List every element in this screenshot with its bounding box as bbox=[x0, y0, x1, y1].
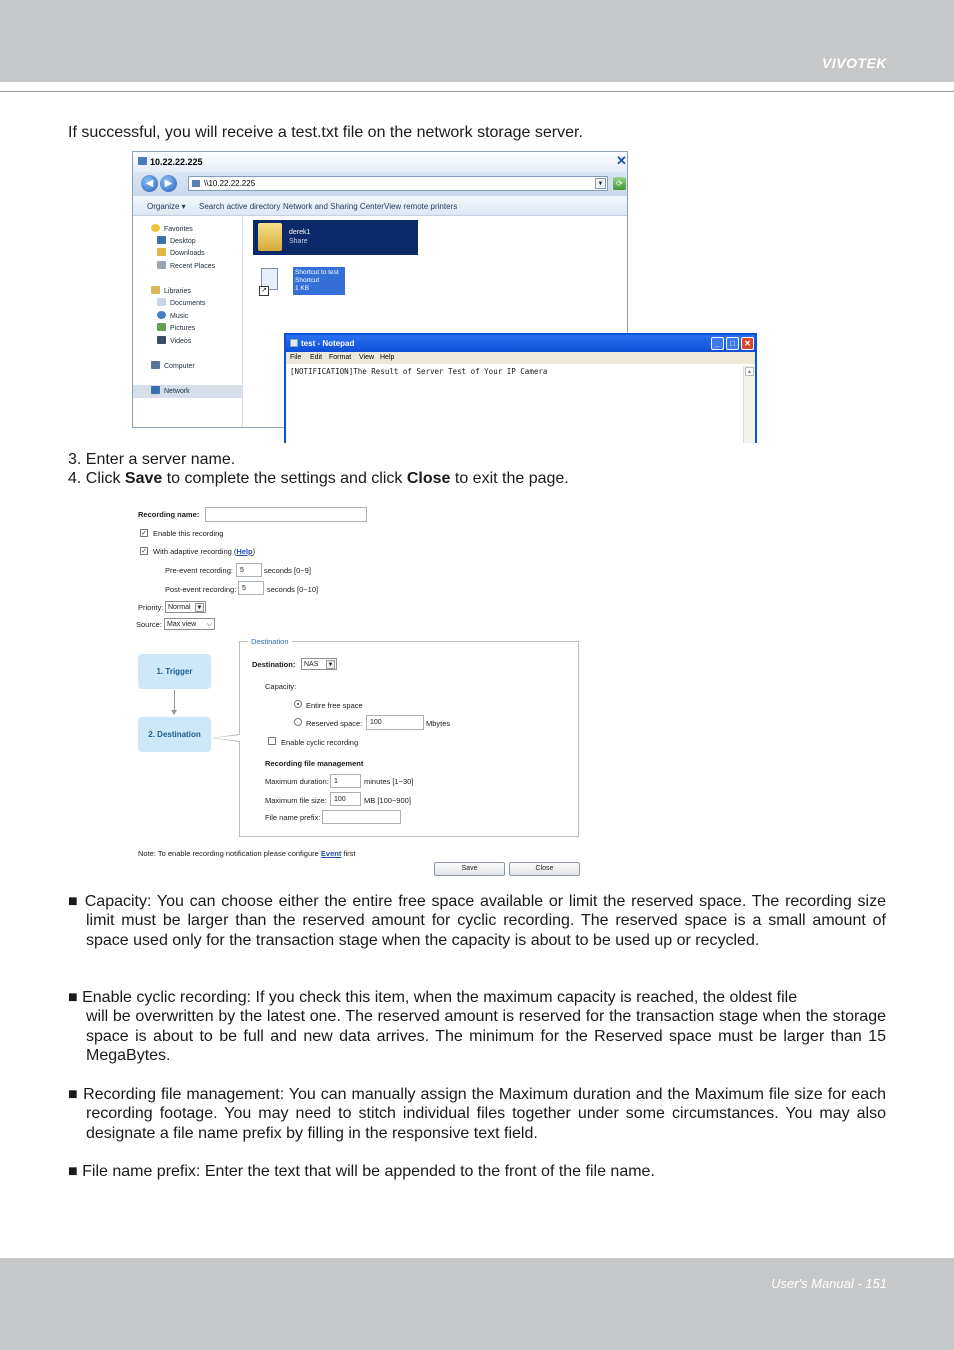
chevron-down-icon: ▼ bbox=[196, 605, 203, 611]
destination-label: Destination: bbox=[252, 660, 296, 669]
menu-view[interactable]: View bbox=[359, 354, 375, 361]
destination-select[interactable]: NAS ▼ bbox=[301, 658, 337, 670]
nav-music[interactable]: Music bbox=[157, 311, 188, 322]
adaptive-recording-label: With adaptive recording (Help) bbox=[153, 547, 256, 556]
flow-arrow-icon bbox=[171, 710, 177, 715]
back-arrow-icon[interactable]: ◀ bbox=[141, 175, 158, 192]
network-icon bbox=[192, 180, 200, 187]
chevron-down-icon: ⌵ bbox=[206, 621, 212, 628]
nav-documents[interactable]: Documents bbox=[157, 298, 205, 309]
videos-icon bbox=[157, 336, 166, 344]
entire-free-space-label: Entire free space bbox=[306, 701, 363, 710]
step-destination[interactable]: 2. Destination bbox=[138, 717, 211, 752]
shortcut-label-block bbox=[293, 267, 345, 295]
post-event-label: Post-event recording: bbox=[165, 585, 237, 594]
step-trigger[interactable]: 1. Trigger bbox=[138, 654, 211, 689]
refresh-icon[interactable]: ⟳ bbox=[613, 177, 626, 190]
shortcut-name: Shortcut to test bbox=[295, 269, 339, 276]
chevron-up-icon[interactable]: ▲ bbox=[745, 367, 754, 376]
panel-pointer-inner bbox=[214, 735, 240, 741]
post-event-unit: seconds [0~10] bbox=[267, 585, 319, 594]
explorer-title-bar bbox=[133, 152, 628, 172]
priority-label: Priority: bbox=[138, 603, 164, 612]
nav-pictures[interactable]: Pictures bbox=[157, 323, 195, 334]
pre-event-unit: seconds [0~9] bbox=[264, 566, 311, 575]
cyclic-recording-checkbox[interactable] bbox=[268, 737, 276, 745]
nav-favorites[interactable]: Favorites bbox=[151, 224, 193, 235]
reserved-space-label: Reserved space: bbox=[306, 719, 363, 728]
capacity-label: Capacity: bbox=[265, 682, 297, 691]
page-header-band bbox=[0, 0, 954, 82]
nav-downloads[interactable]: Downloads bbox=[157, 248, 205, 259]
bullet-prefix: ■ File name prefix: Enter the text that will be appended to the front of the file name. bbox=[68, 1163, 655, 1180]
source-select[interactable]: Max view ⌵ bbox=[164, 618, 215, 630]
prefix-input[interactable] bbox=[322, 810, 401, 824]
minimize-icon[interactable]: _ bbox=[711, 337, 724, 350]
shortcut-arrow-icon: ↗ bbox=[259, 286, 269, 296]
address-value: \\10.22.22.225 bbox=[204, 179, 256, 188]
network-icon bbox=[151, 386, 160, 394]
chevron-down-icon[interactable]: ▼ bbox=[595, 178, 606, 189]
maximize-icon[interactable]: □ bbox=[726, 337, 739, 350]
shortcut-type: Shortcut bbox=[295, 277, 320, 284]
max-size-label: Maximum file size: bbox=[265, 796, 327, 805]
close-button[interactable]: Close bbox=[509, 862, 580, 876]
destination-legend: Destination bbox=[248, 637, 292, 646]
max-duration-label: Maximum duration: bbox=[265, 777, 329, 786]
reserved-space-input[interactable]: 100 bbox=[366, 715, 424, 730]
address-bar-row bbox=[133, 172, 628, 196]
bullet-file-management: ■ Recording file management: You can manually assign the Maximum duration and the Maximum file size for each recording footage. You may need to stitch individual files together under some circumstances. You may also designate a file name prefix by filling in the responsive text field. bbox=[68, 1086, 886, 1142]
header-rule bbox=[0, 91, 954, 92]
priority-select[interactable]: Normal ▼ bbox=[165, 601, 206, 613]
notepad-menu-bar bbox=[286, 352, 755, 364]
notepad-window bbox=[284, 333, 757, 443]
step-3-text: 3. Enter a server name. bbox=[68, 451, 236, 468]
recording-name-label: Recording name: bbox=[138, 510, 200, 519]
nav-videos[interactable]: Videos bbox=[157, 336, 191, 347]
navigation-pane bbox=[133, 216, 243, 428]
max-size-input[interactable]: 100 bbox=[330, 792, 361, 806]
source-label: Source: bbox=[136, 620, 162, 629]
post-event-input[interactable]: 5 bbox=[238, 581, 264, 595]
prefix-label: File name prefix: bbox=[265, 813, 321, 822]
menu-format[interactable]: Format bbox=[329, 354, 352, 361]
bullet-capacity: ■ Capacity: You can choose either the entire free space available or limit the reserved space. The recording size limit must be larger than the reserved amount for cyclic recording. The reserved space is a small amount of space used only for the transaction stage when the capacity is about to be used up or recycled. bbox=[68, 893, 886, 949]
share-folder-item[interactable] bbox=[253, 220, 418, 255]
menu-file[interactable]: File bbox=[290, 354, 302, 361]
nav-computer[interactable]: Computer bbox=[151, 361, 195, 372]
adaptive-recording-checkbox[interactable]: ✓ bbox=[141, 548, 147, 555]
nav-recent[interactable]: Recent Places bbox=[157, 261, 215, 272]
intro-text: If successful, you will receive a test.txt file on the network storage server. bbox=[68, 124, 583, 141]
share-folder-type: Share bbox=[289, 238, 308, 245]
save-button[interactable]: Save bbox=[434, 862, 505, 876]
libraries-icon bbox=[151, 286, 160, 294]
page-number: User's Manual - 151 bbox=[771, 1276, 887, 1291]
pre-event-label: Pre-event recording: bbox=[165, 566, 233, 575]
event-note: Note: To enable recording notification please configure Event first bbox=[138, 849, 356, 858]
file-management-heading: Recording file management bbox=[265, 759, 364, 768]
reserved-space-radio[interactable] bbox=[294, 718, 302, 726]
cyclic-recording-label: Enable cyclic recording bbox=[281, 738, 359, 747]
forward-arrow-icon[interactable]: ▶ bbox=[160, 175, 177, 192]
step-4-text: 4. Click Save to complete the settings and click Close to exit the page. bbox=[68, 470, 569, 487]
toolbar-remote-printers[interactable]: View remote printers bbox=[384, 202, 458, 211]
reserved-space-unit: Mbytes bbox=[426, 719, 451, 728]
help-link[interactable]: Help bbox=[236, 547, 253, 556]
brand-label: VIVOTEK bbox=[822, 55, 887, 71]
toolbar-network-center[interactable]: Network and Sharing Center bbox=[283, 202, 384, 211]
recent-places-icon bbox=[157, 261, 166, 269]
music-icon bbox=[157, 311, 166, 319]
notepad-content[interactable]: [NOTIFICATION]The Result of Server Test of Your IP Camera bbox=[290, 367, 548, 376]
max-size-unit: MB [100~900] bbox=[364, 796, 411, 805]
close-icon[interactable]: ✕ bbox=[616, 153, 627, 168]
entire-free-space-radio[interactable] bbox=[294, 700, 302, 708]
notepad-title-bar bbox=[286, 335, 755, 352]
chevron-down-icon: ▼ bbox=[327, 662, 334, 668]
max-duration-input[interactable]: 1 bbox=[330, 774, 361, 788]
pictures-icon bbox=[157, 323, 166, 331]
notepad-title: test - Notepad bbox=[301, 339, 355, 348]
star-icon bbox=[151, 224, 160, 232]
recording-name-input[interactable] bbox=[205, 507, 367, 522]
downloads-icon bbox=[157, 248, 166, 256]
notepad-scrollbar[interactable] bbox=[743, 366, 755, 443]
explorer-title: 10.22.22.225 bbox=[150, 157, 203, 167]
enable-recording-label: Enable this recording bbox=[153, 529, 224, 538]
address-input[interactable] bbox=[188, 176, 608, 191]
event-link[interactable]: Event bbox=[320, 849, 342, 858]
nav-libraries[interactable]: Libraries bbox=[151, 286, 191, 297]
page-footer-band bbox=[0, 1258, 954, 1350]
toolbar-search-ad[interactable]: Search active directory bbox=[199, 202, 281, 211]
share-folder-name: derek1 bbox=[289, 229, 311, 236]
desktop-icon bbox=[157, 236, 166, 244]
explorer-toolbar bbox=[133, 196, 628, 216]
menu-help[interactable]: Help bbox=[380, 354, 395, 361]
documents-icon bbox=[157, 298, 166, 306]
notepad-icon bbox=[290, 339, 298, 347]
folder-icon bbox=[258, 223, 282, 251]
shortcut-item[interactable] bbox=[259, 266, 281, 296]
computer-icon bbox=[151, 361, 160, 369]
enable-recording-checkbox[interactable]: ✓ bbox=[141, 530, 147, 537]
pre-event-input[interactable]: 5 bbox=[236, 563, 262, 577]
nav-desktop[interactable]: Desktop bbox=[157, 236, 196, 247]
network-icon bbox=[138, 157, 147, 165]
close-icon[interactable]: ✕ bbox=[741, 337, 754, 350]
nav-network[interactable]: Network bbox=[151, 386, 190, 397]
menu-edit[interactable]: Edit bbox=[310, 354, 323, 361]
max-duration-unit: minutes [1~30] bbox=[364, 777, 414, 786]
toolbar-organize[interactable]: Organize ▾ bbox=[147, 202, 186, 211]
shortcut-size: 1 KB bbox=[295, 285, 310, 292]
bullet-cyclic: ■ Enable cyclic recording: If you check this item, when the maximum capacity is reached, the oldest file will be overwritten by the latest one. The reserved amount is reserved for the transaction stage when the storage space is about to be full and new data arrives. The minimum for the Reserved space must be larger than 15 MegaBytes. bbox=[68, 989, 886, 1064]
